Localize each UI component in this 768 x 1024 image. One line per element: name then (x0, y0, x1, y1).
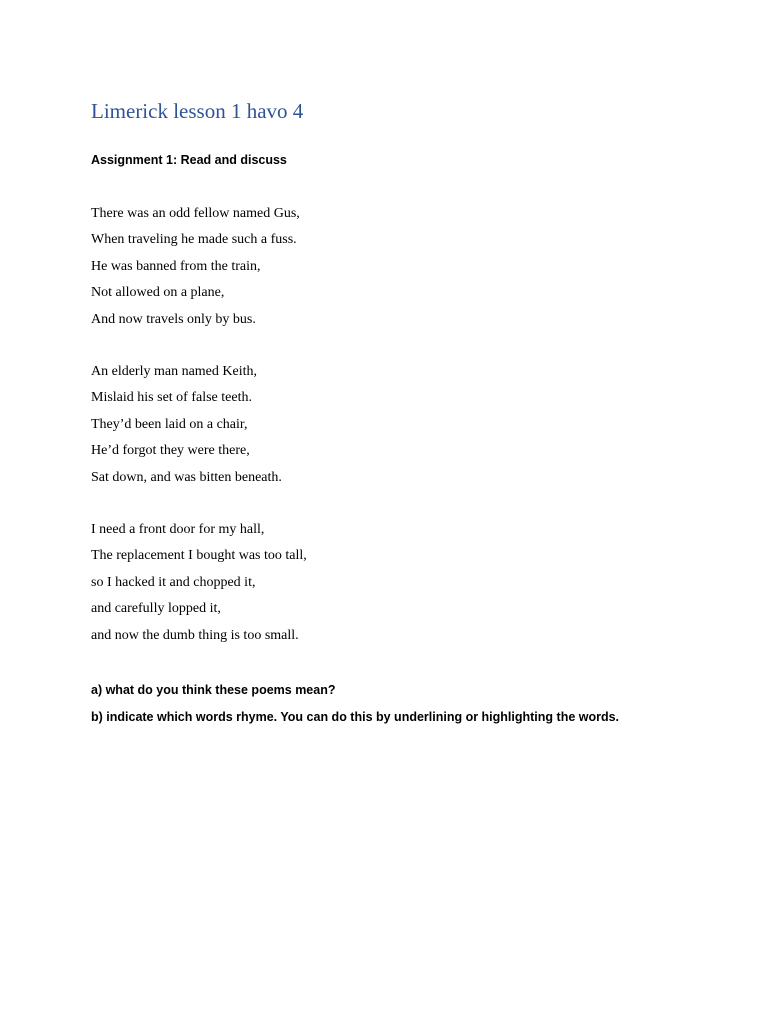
assignment-heading: Assignment 1: Read and discuss (91, 153, 287, 167)
poem-line: The replacement I bought was too tall, (91, 548, 307, 564)
poem-line: He’d forgot they were there, (91, 443, 250, 459)
poem-line: Sat down, and was bitten beneath. (91, 469, 282, 485)
limerick-3 (91, 517, 307, 649)
poem-line: They’d been laid on a chair, (91, 416, 248, 432)
poem-line: When traveling he made such a fuss. (91, 232, 297, 248)
poem-line: An elderly man named Keith, (91, 364, 258, 379)
limerick-2 (91, 359, 282, 491)
poem-line: And now travels only by bus. (91, 311, 256, 327)
poem-line: Not allowed on a plane, (91, 285, 225, 301)
poem-line: so I hacked it and chopped it, (91, 574, 256, 590)
document-title: Limerick lesson 1 havo 4 (91, 99, 304, 123)
poem-line: I need a front door for my hall, (91, 522, 265, 537)
question-list (91, 677, 619, 730)
question-b: b) indicate which words rhyme. You can do this by underlining or highlighting the words. (91, 709, 620, 724)
poem-line: There was an odd fellow named Gus, (91, 206, 300, 221)
limerick-1 (91, 201, 300, 333)
poem-line: and now the dumb thing is too small. (91, 627, 299, 643)
poem-line: and carefully lopped it, (91, 601, 221, 617)
poem-line: He was banned from the train, (91, 258, 261, 274)
question-a: a) what do you think these poems mean? (91, 683, 336, 697)
poem-line: Mislaid his set of false teeth. (91, 390, 252, 406)
